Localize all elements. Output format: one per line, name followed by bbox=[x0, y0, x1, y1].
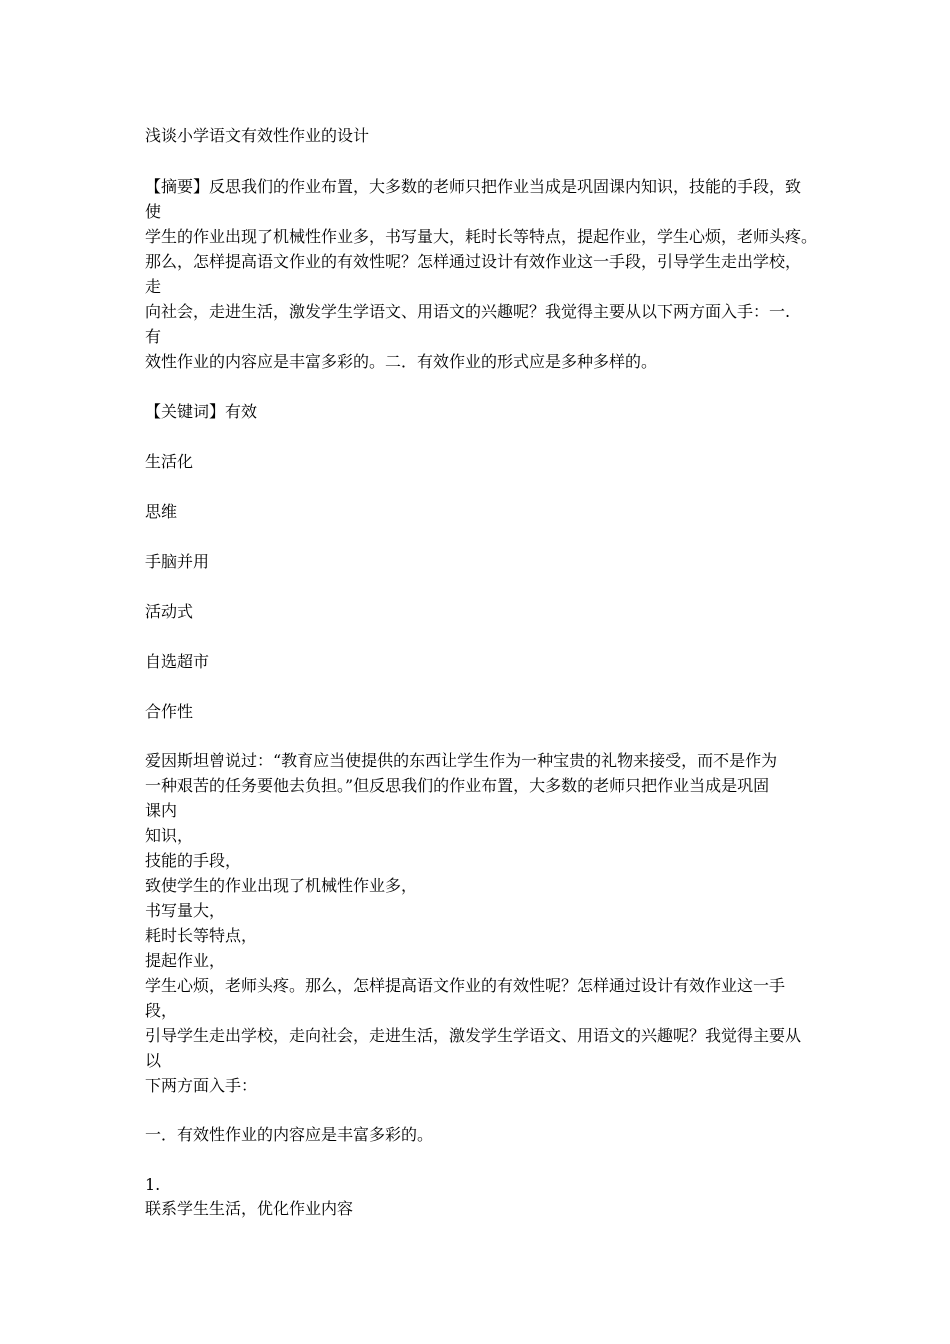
section-heading: 一．有效性作业的内容应是丰富多彩的。 bbox=[145, 1125, 434, 1144]
abstract-line: 学生的作业出现了机械性作业多，书写量大，耗时长等特点，提起作业，学生心烦，老师头疼。 bbox=[145, 227, 818, 246]
body-line: 耗时长等特点， bbox=[145, 926, 258, 945]
keyword-item: 生活化 bbox=[145, 452, 194, 471]
body-line: 引导学生走出学校，走向社会，走进生活，激发学生学语文、用语文的兴趣呢？我觉得主要从 bbox=[145, 1026, 802, 1045]
body-line: 下两方面入手： bbox=[145, 1076, 258, 1095]
body-line: 学生心烦，老师头疼。那么，怎样提高语文作业的有效性呢？怎样通过设计有效作业这一手 bbox=[145, 976, 786, 995]
abstract-line: 【摘要】反思我们的作业布置，大多数的老师只把作业当成是巩固课内知识，技能的手段，致 bbox=[145, 177, 802, 196]
body-line: 知识， bbox=[145, 826, 194, 845]
body-line: 技能的手段， bbox=[145, 851, 242, 870]
subsection-number: 1. bbox=[145, 1175, 161, 1194]
document-title: 浅谈小学语文有效性作业的设计 bbox=[145, 126, 370, 145]
abstract-line: 使 bbox=[145, 202, 162, 221]
keyword-item: 自选超市 bbox=[145, 652, 210, 671]
keyword-item: 活动式 bbox=[145, 602, 194, 621]
keyword-item: 合作性 bbox=[145, 702, 194, 721]
body-line: 爱因斯坦曾说过：“教育应当使提供的东西让学生作为一种宝贵的礼物来接受，而不是作为 bbox=[145, 751, 778, 770]
keywords-label: 【关键词】有效 bbox=[145, 402, 258, 421]
abstract-line: 效性作业的内容应是丰富多彩的。二．有效作业的形式应是多种多样的。 bbox=[145, 352, 658, 371]
keyword-item: 思维 bbox=[145, 502, 178, 521]
subsection-heading: 联系学生生活，优化作业内容 bbox=[145, 1199, 354, 1218]
abstract-line: 走 bbox=[145, 277, 162, 296]
body-line: 提起作业， bbox=[145, 951, 226, 970]
abstract-line: 向社会，走进生活，激发学生学语文、用语文的兴趣呢？我觉得主要从以下两方面入手：一. bbox=[145, 302, 791, 321]
keyword-item: 手脑并用 bbox=[145, 552, 210, 571]
body-line: 一种艰苦的任务要他去负担。”但反思我们的作业布置，大多数的老师只把作业当成是巩固 bbox=[145, 776, 770, 795]
body-line: 以 bbox=[145, 1051, 162, 1070]
body-line: 课内 bbox=[145, 801, 178, 820]
abstract-line: 那么，怎样提高语文作业的有效性呢？怎样通过设计有效作业这一手段，引导学生走出学校， bbox=[145, 252, 802, 271]
body-line: 致使学生的作业出现了机械性作业多， bbox=[145, 876, 418, 895]
body-line: 段， bbox=[145, 1001, 178, 1020]
body-line: 书写量大， bbox=[145, 901, 226, 920]
abstract-line: 有 bbox=[145, 327, 162, 346]
